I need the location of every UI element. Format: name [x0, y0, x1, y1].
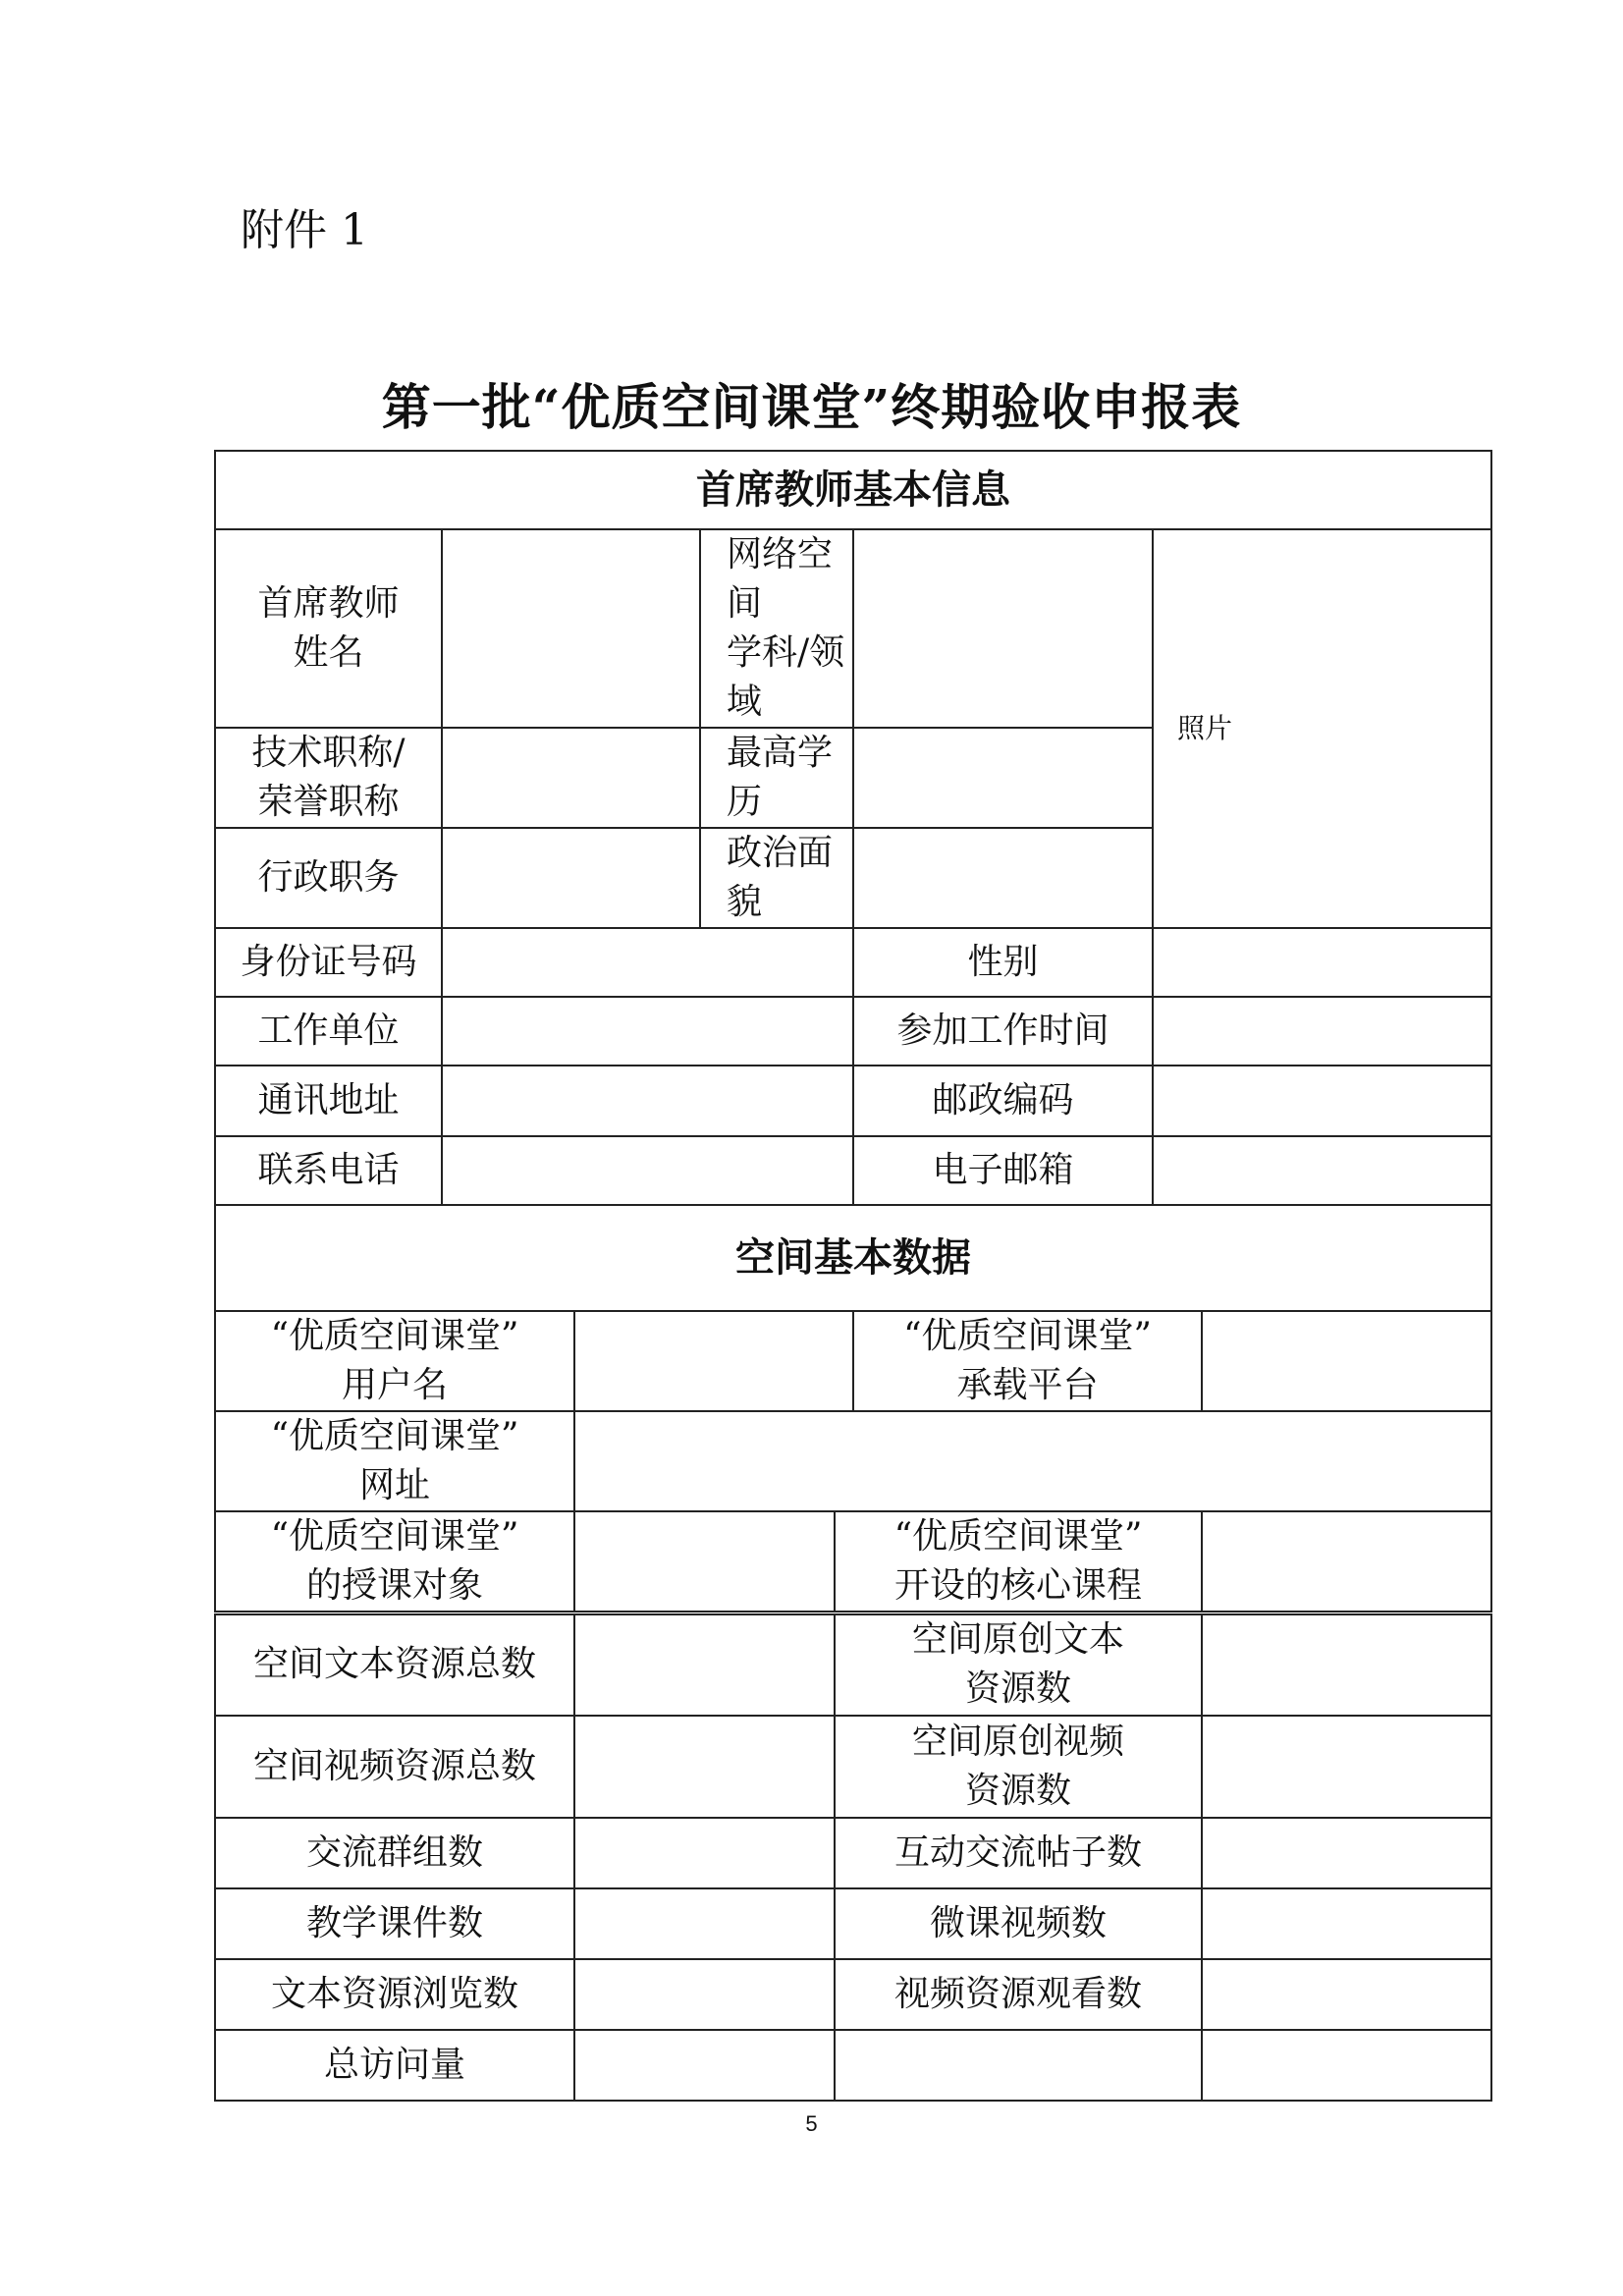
section-teacher-info: 首席教师基本信息 — [215, 451, 1491, 529]
education-value[interactable] — [853, 728, 1153, 828]
political-status-label: 政治面貌 — [700, 828, 853, 928]
education-label: 最高学历 — [700, 728, 853, 828]
id-number-label: 身份证号码 — [215, 928, 442, 997]
phone-label: 联系电话 — [215, 1136, 442, 1205]
total-visits-value[interactable] — [574, 2030, 835, 2101]
political-status-value[interactable] — [853, 828, 1153, 928]
application-form-table — [214, 450, 1492, 2102]
micro-video-count-label: 微课视频数 — [835, 1888, 1202, 1959]
teacher-name-label: 首席教师 姓名 — [215, 529, 442, 728]
micro-video-count-value[interactable] — [1202, 1888, 1491, 1959]
subject-value[interactable] — [853, 529, 1153, 728]
platform-label: “优质空间课堂” 承载平台 — [853, 1311, 1202, 1411]
video-resources-total-value[interactable] — [574, 1716, 835, 1818]
audience-label: “优质空间课堂” 的授课对象 — [215, 1511, 574, 1613]
text-resources-total-value[interactable] — [574, 1613, 835, 1716]
gender-label: 性别 — [853, 928, 1153, 997]
page-number: 5 — [805, 2111, 818, 2136]
original-text-value[interactable] — [1202, 1613, 1491, 1716]
total-visits-label: 总访问量 — [215, 2030, 574, 2101]
core-course-value[interactable] — [1202, 1511, 1491, 1613]
posts-count-value[interactable] — [1202, 1818, 1491, 1888]
space-username-label: “优质空间课堂” 用户名 — [215, 1311, 574, 1411]
original-text-label: 空间原创文本 资源数 — [835, 1613, 1202, 1716]
text-views-label: 文本资源浏览数 — [215, 1959, 574, 2030]
audience-value[interactable] — [574, 1511, 835, 1613]
id-number-value[interactable] — [442, 928, 853, 997]
email-value[interactable] — [1153, 1136, 1491, 1205]
posts-count-label: 互动交流帖子数 — [835, 1818, 1202, 1888]
platform-value[interactable] — [1202, 1311, 1491, 1411]
text-views-value[interactable] — [574, 1959, 835, 2030]
form-title: 第一批“优质空间课堂”终期验收申报表 — [381, 378, 1242, 436]
space-url-value[interactable] — [574, 1411, 1491, 1511]
space-url-label: “优质空间课堂” 网址 — [215, 1411, 574, 1511]
work-unit-value[interactable] — [442, 997, 853, 1066]
address-label: 通讯地址 — [215, 1066, 442, 1136]
work-start-label: 参加工作时间 — [853, 997, 1153, 1066]
subject-label: 网络空间 学科/领域 — [700, 529, 853, 728]
core-course-label: “优质空间课堂” 开设的核心课程 — [835, 1511, 1202, 1613]
courseware-count-label: 教学课件数 — [215, 1888, 574, 1959]
work-unit-label: 工作单位 — [215, 997, 442, 1066]
video-views-value[interactable] — [1202, 1959, 1491, 2030]
professional-title-label: 技术职称/ 荣誉职称 — [215, 728, 442, 828]
teacher-name-value[interactable] — [442, 529, 700, 728]
original-video-value[interactable] — [1202, 1716, 1491, 1818]
phone-value[interactable] — [442, 1136, 853, 1205]
total-visits-extra-cell[interactable] — [835, 2030, 1202, 2101]
postcode-label: 邮政编码 — [853, 1066, 1153, 1136]
groups-count-value[interactable] — [574, 1818, 835, 1888]
position-label: 行政职务 — [215, 828, 442, 928]
gender-value[interactable] — [1153, 928, 1491, 997]
courseware-count-value[interactable] — [574, 1888, 835, 1959]
original-video-label: 空间原创视频 资源数 — [835, 1716, 1202, 1818]
address-value[interactable] — [442, 1066, 853, 1136]
video-resources-total-label: 空间视频资源总数 — [215, 1716, 574, 1818]
section-space-data: 空间基本数据 — [215, 1205, 1491, 1311]
professional-title-value[interactable] — [442, 728, 700, 828]
text-resources-total-label: 空间文本资源总数 — [215, 1613, 574, 1716]
video-views-label: 视频资源观看数 — [835, 1959, 1202, 2030]
photo-box[interactable]: 照片 — [1153, 529, 1491, 928]
position-value[interactable] — [442, 828, 700, 928]
total-visits-extra-value[interactable] — [1202, 2030, 1491, 2101]
attachment-label: 附件 1 — [241, 205, 368, 255]
postcode-value[interactable] — [1153, 1066, 1491, 1136]
space-username-value[interactable] — [574, 1311, 853, 1411]
groups-count-label: 交流群组数 — [215, 1818, 574, 1888]
email-label: 电子邮箱 — [853, 1136, 1153, 1205]
work-start-value[interactable] — [1153, 997, 1491, 1066]
